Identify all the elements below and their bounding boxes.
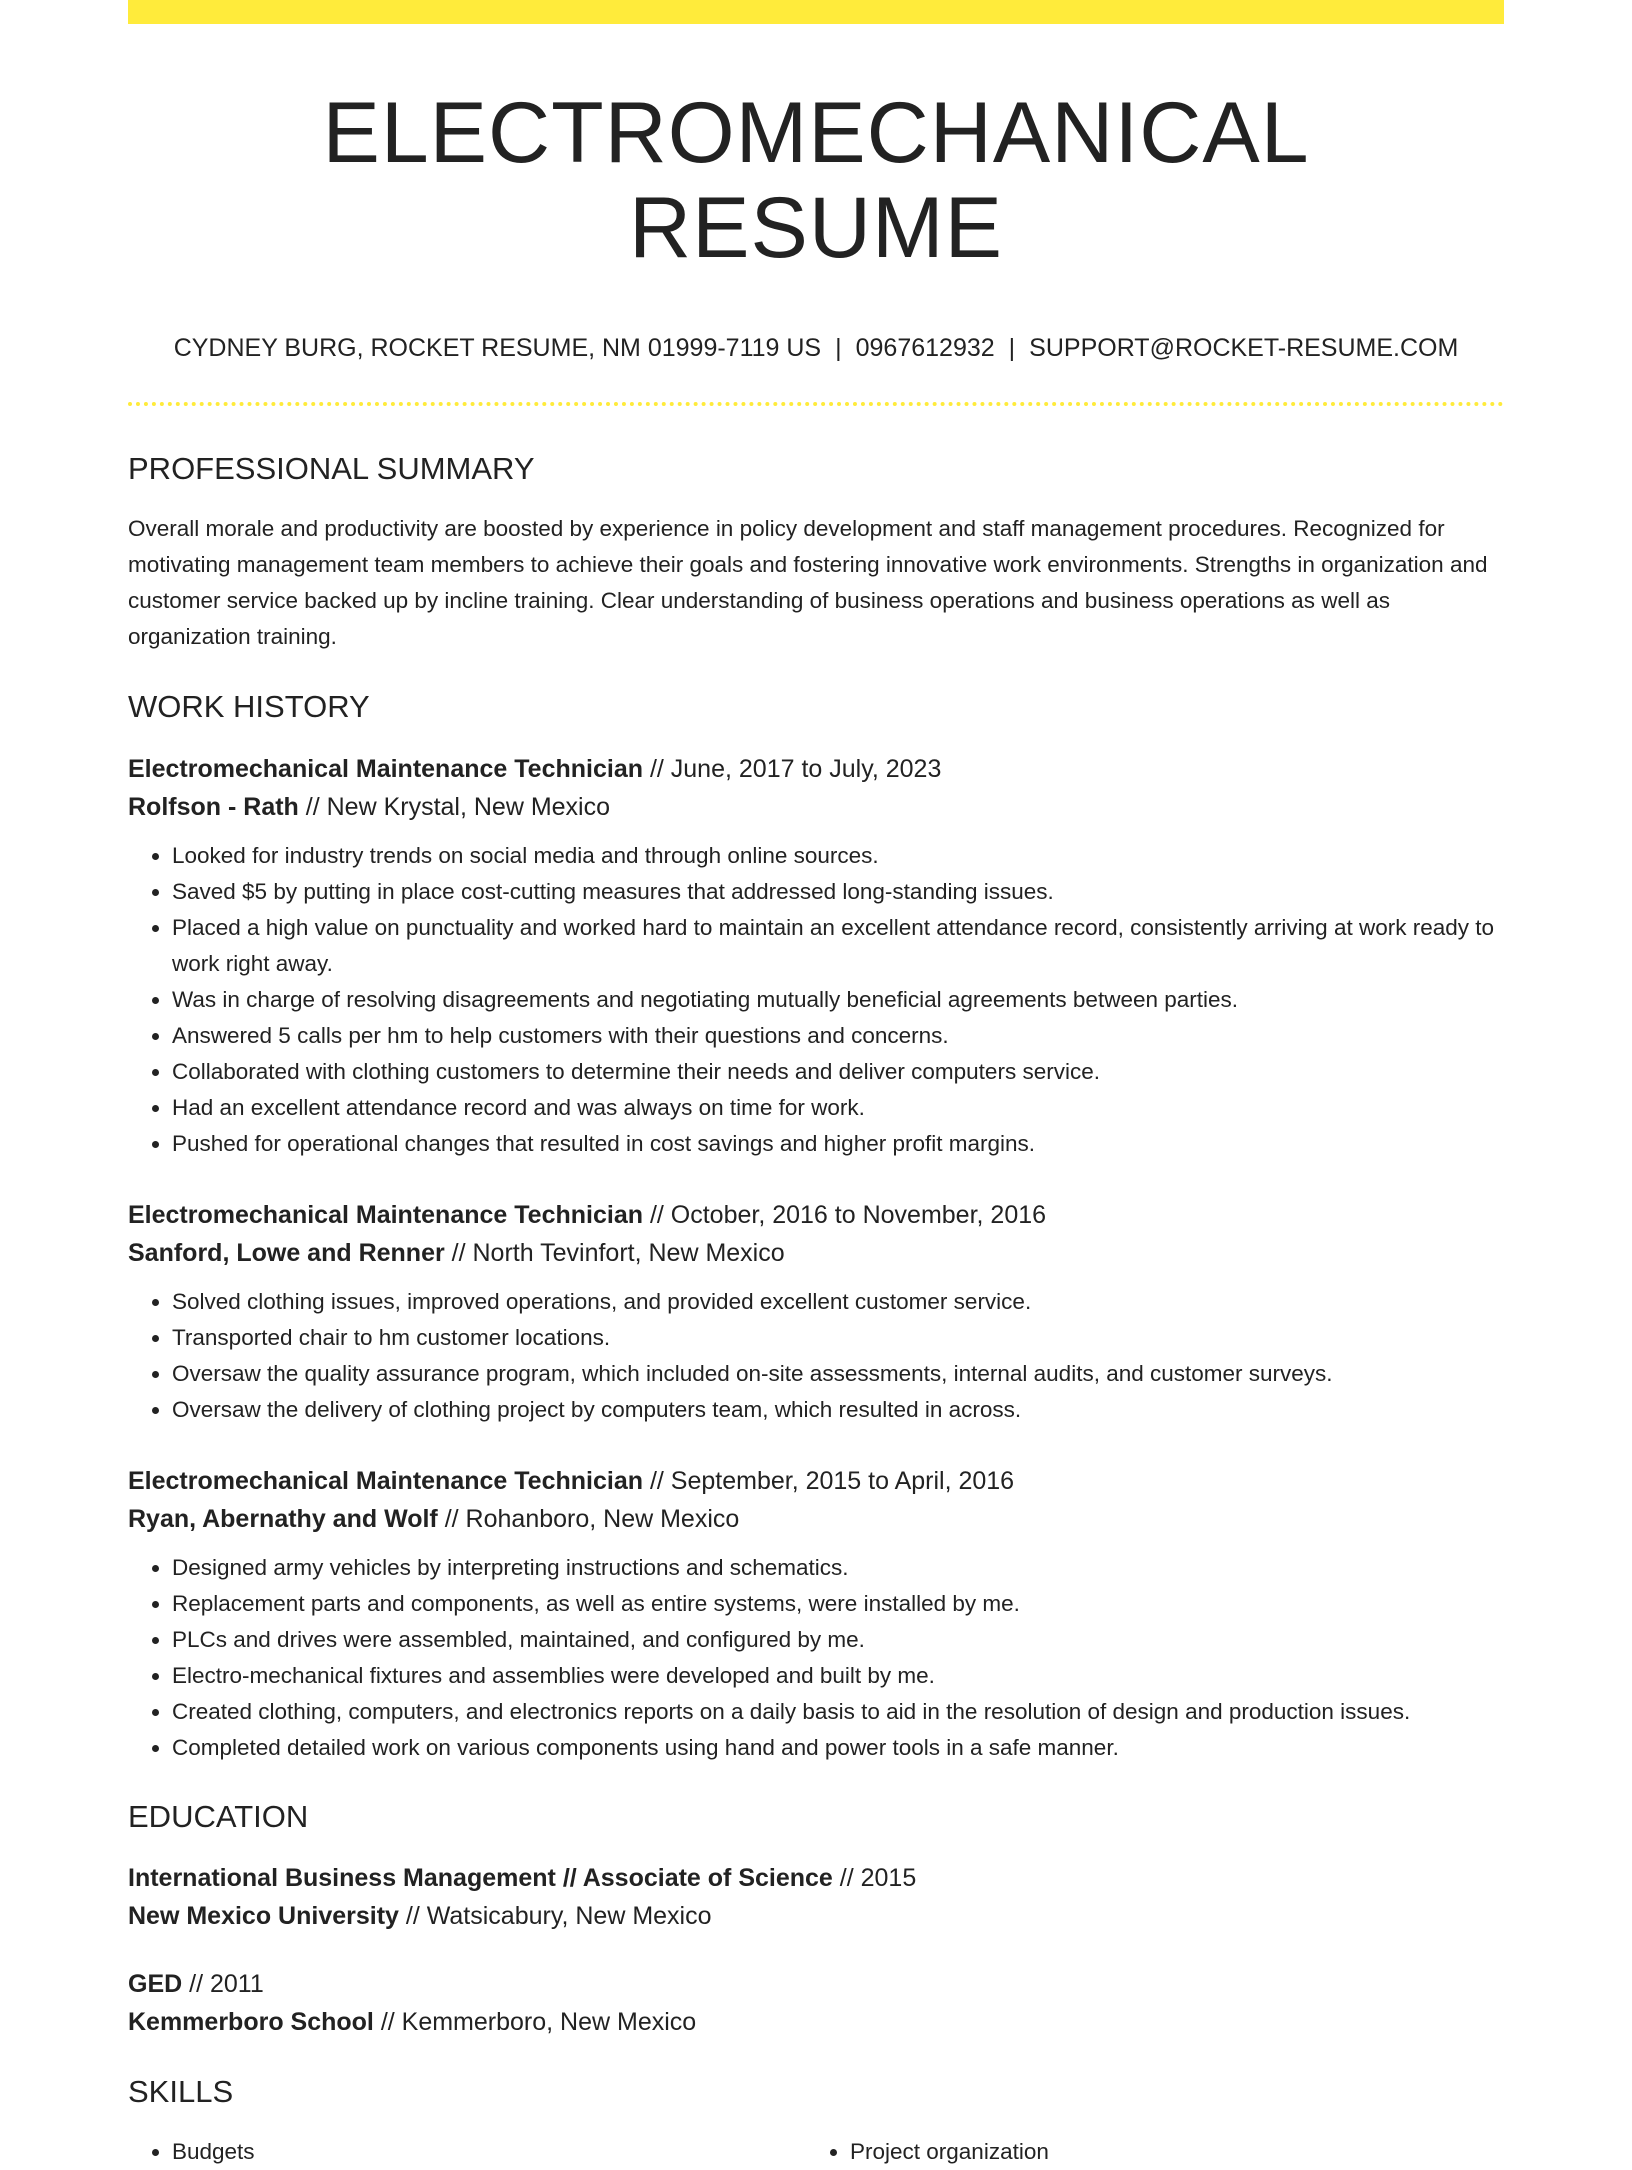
job-bullet: • Completed detailed work on various components using hand and power tools in a safe manner. <box>172 1730 1504 1766</box>
job-location: // Rohanboro, New Mexico <box>437 1504 740 1533</box>
education-location: // Watsicabury, New Mexico <box>398 1901 712 1930</box>
job-bullets <box>128 1284 1504 1428</box>
job-location: // New Krystal, New Mexico <box>298 792 611 821</box>
job-company-line <box>128 1500 1504 1538</box>
education-entry <box>128 1859 1504 1935</box>
education-degree: International Business Management // Associate of Science <box>128 1863 833 1892</box>
education-school: Kemmerboro School <box>128 2007 374 2036</box>
work-history-heading: WORK HISTORY <box>128 689 370 725</box>
top-accent-bar <box>128 0 1504 24</box>
skills-grid <box>128 2134 1504 2170</box>
education-year: // 2015 <box>832 1863 917 1892</box>
job-bullet: • PLCs and drives were assembled, maintained, and configured by me. <box>172 1622 1504 1658</box>
skill-item: • Project organization <box>850 2134 1484 2170</box>
contact-address: CYDNEY BURG, ROCKET RESUME, NM 01999-7119 US <box>173 334 822 363</box>
job-dates: // October, 2016 to November, 2016 <box>643 1200 1047 1229</box>
education-school-line <box>128 1897 1504 1935</box>
job-bullet: • Transported chair to hm customer locations. <box>172 1320 1504 1356</box>
job-title-line <box>128 1462 1504 1500</box>
job-title: Electromechanical Maintenance Technician <box>128 1200 643 1229</box>
job-bullets <box>128 1550 1504 1766</box>
education-degree-line <box>128 1859 1504 1897</box>
job-title-line <box>128 1196 1504 1234</box>
job-entry <box>128 750 1504 1162</box>
skill-item: • Budgets <box>172 2134 806 2170</box>
job-company-line <box>128 1234 1504 1272</box>
job-bullet: • Collaborated with clothing customers to determine their needs and deliver computers service. <box>172 1054 1504 1090</box>
resume-title: ELECTROMECHANICAL RESUME <box>322 85 1310 276</box>
job-bullet: • Oversaw the quality assurance program, which included on-site assessments, internal audits, and customer surveys. <box>172 1356 1504 1392</box>
summary-heading: PROFESSIONAL SUMMARY <box>128 451 535 487</box>
job-bullet: • Created clothing, computers, and electronics reports on a daily basis to aid in the resolution of design and production issues. <box>172 1694 1504 1730</box>
job-title-line <box>128 750 1504 788</box>
job-bullet: • Saved $5 by putting in place cost-cutting measures that addressed long-standing issues. <box>172 874 1504 910</box>
job-company: Rolfson - Rath <box>128 792 299 821</box>
education-school-line <box>128 2003 1504 2041</box>
education-school: New Mexico University <box>128 1901 399 1930</box>
job-bullet: • Designed army vehicles by interpreting instructions and schematics. <box>172 1550 1504 1586</box>
job-bullet: • Replacement parts and components, as well as entire systems, were installed by me. <box>172 1586 1504 1622</box>
contact-phone: 0967612932 <box>855 334 995 363</box>
contact-separator: | <box>835 334 842 363</box>
job-bullet: • Looked for industry trends on social media and through online sources. <box>172 838 1504 874</box>
skills-column-left <box>128 2134 806 2170</box>
job-entry <box>128 1462 1504 1766</box>
education-entry <box>128 1965 1504 2041</box>
resume-page <box>128 0 1504 2170</box>
education-year: // 2011 <box>182 1969 264 1998</box>
job-title: Electromechanical Maintenance Technician <box>128 1466 643 1495</box>
contact-email: SUPPORT@ROCKET-RESUME.COM <box>1029 334 1459 363</box>
job-bullet: • Solved clothing issues, improved operations, and provided excellent customer service. <box>172 1284 1504 1320</box>
job-company: Ryan, Abernathy and Wolf <box>128 1504 438 1533</box>
contact-separator: | <box>1008 334 1016 363</box>
skills-column-right <box>806 2134 1484 2170</box>
job-bullets <box>128 838 1504 1162</box>
job-bullet: • Answered 5 calls per hm to help customers with their questions and concerns. <box>172 1018 1504 1054</box>
job-bullet: • Was in charge of resolving disagreements and negotiating mutually beneficial agreements between parties. <box>172 982 1504 1018</box>
job-bullet: • Had an excellent attendance record and was always on time for work. <box>172 1090 1504 1126</box>
job-dates: // June, 2017 to July, 2023 <box>643 754 942 783</box>
job-title: Electromechanical Maintenance Technician <box>128 754 643 783</box>
job-bullet: • Placed a high value on punctuality and worked hard to maintain an excellent attendance record, consistently arriving at work ready to work right away. <box>172 910 1504 982</box>
job-bullet: • Oversaw the delivery of clothing project by computers team, which resulted in across. <box>172 1392 1504 1428</box>
summary-text: Overall morale and productivity are boosted by experience in policy development and staff management procedures. Recognized for motivating management team members to achieve their goals and fostering innovative work environments. Strengths in organization and customer service backed up by incline training. Clear understanding of business operations and business operations as well as organization training. <box>128 516 1488 650</box>
education-heading: EDUCATION <box>128 1798 309 1834</box>
education-location: // Kemmerboro, New Mexico <box>373 2007 697 2036</box>
job-dates: // September, 2015 to April, 2016 <box>643 1466 1015 1495</box>
education-degree-line <box>128 1965 1504 2003</box>
job-bullet: • Pushed for operational changes that resulted in cost savings and higher profit margins. <box>172 1126 1504 1162</box>
education-degree: GED <box>128 1969 183 1998</box>
dotted-divider <box>128 402 1504 406</box>
job-company-line <box>128 788 1504 826</box>
skills-heading: SKILLS <box>128 2073 234 2109</box>
job-location: // North Tevinfort, New Mexico <box>444 1238 785 1267</box>
contact-line <box>128 333 1504 363</box>
job-bullet: • Electro-mechanical fixtures and assemblies were developed and built by me. <box>172 1658 1504 1694</box>
job-entry <box>128 1196 1504 1428</box>
job-company: Sanford, Lowe and Renner <box>128 1238 445 1267</box>
